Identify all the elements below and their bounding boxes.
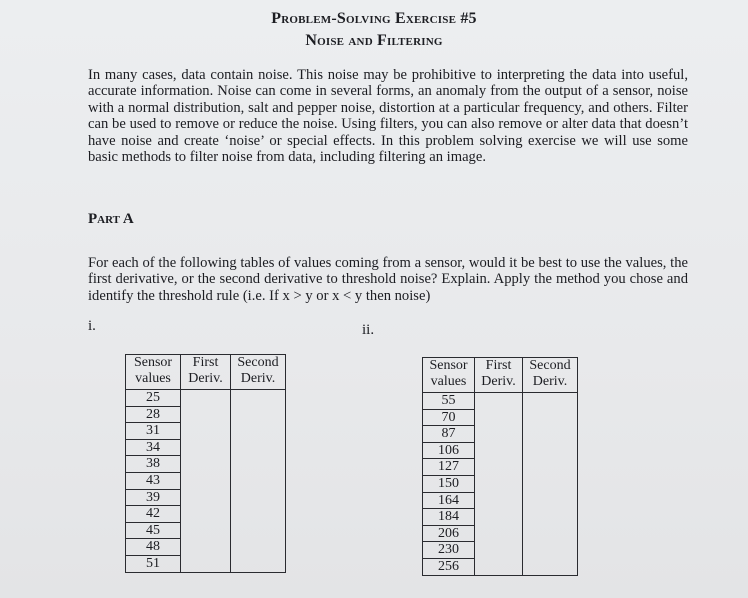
sensor-value-cell: 55 [423, 393, 475, 410]
first-deriv-answer-cell[interactable] [475, 393, 523, 576]
sensor-value-cell: 127 [423, 459, 475, 476]
header-sensor-values: Sensor values [126, 355, 181, 390]
table-row [423, 393, 578, 410]
header-second-deriv: Second Deriv. [231, 355, 286, 390]
header-first-deriv: First Deriv. [475, 358, 523, 393]
sensor-value-cell: 206 [423, 525, 475, 542]
header-sensor-values: Sensor values [423, 358, 475, 393]
sensor-value-cell: 106 [423, 442, 475, 459]
sensor-value-cell: 31 [126, 423, 181, 440]
sensor-value-cell: 43 [126, 472, 181, 489]
sensor-value-cell: 28 [126, 406, 181, 423]
sensor-value-cell: 184 [423, 509, 475, 526]
table-i-label: i. [88, 318, 96, 334]
header-second-deriv: Second Deriv. [523, 358, 578, 393]
exercise-subtitle: Noise and Filtering [305, 32, 443, 49]
sensor-table-i [125, 354, 286, 573]
first-deriv-answer-cell[interactable] [181, 390, 231, 573]
sensor-value-cell: 34 [126, 439, 181, 456]
sensor-value-cell: 164 [423, 492, 475, 509]
table-row [126, 390, 286, 407]
sensor-value-cell: 39 [126, 489, 181, 506]
sensor-value-cell: 87 [423, 426, 475, 443]
sensor-value-cell: 150 [423, 475, 475, 492]
header-first-deriv: First Deriv. [181, 355, 231, 390]
sensor-table-ii [422, 357, 578, 576]
sensor-value-cell: 42 [126, 506, 181, 523]
intro-paragraph: In many cases, data contain noise. This noise may be prohibitive to interpreting the data into useful, accurate information. Noise can come in several forms, an anomaly from the output of a sensor, noise with a normal distribution, salt and pepper noise, distortion at a particular frequency, and others. Filter can be used to remove or reduce the noise. Using filters, you can also remove or alter data that doesn’t have noise and create ‘noise’ or special effects. In this problem solving exercise we will use some basic methods to filter noise from data, including filtering an image. [88, 67, 688, 166]
sensor-value-cell: 51 [126, 555, 181, 572]
part-a-heading: Part A [88, 211, 134, 227]
table-ii-label: ii. [362, 322, 375, 338]
sensor-value-cell: 70 [423, 409, 475, 426]
sensor-value-cell: 256 [423, 558, 475, 575]
sensor-value-cell: 230 [423, 542, 475, 559]
second-deriv-answer-cell[interactable] [231, 390, 286, 573]
exercise-title: Problem-Solving Exercise #5 [271, 10, 477, 27]
sensor-value-cell: 25 [126, 390, 181, 407]
sensor-value-cell: 45 [126, 522, 181, 539]
second-deriv-answer-cell[interactable] [523, 393, 578, 576]
sensor-value-cell: 38 [126, 456, 181, 473]
sensor-value-cell: 48 [126, 539, 181, 556]
question-paragraph: For each of the following tables of values coming from a sensor, would it be best to use the values, the first derivative, or the second derivative to threshold noise? Explain. Apply the method you chose and identify the threshold rule (i.e. If x > y or x < y then noise) [88, 255, 688, 304]
